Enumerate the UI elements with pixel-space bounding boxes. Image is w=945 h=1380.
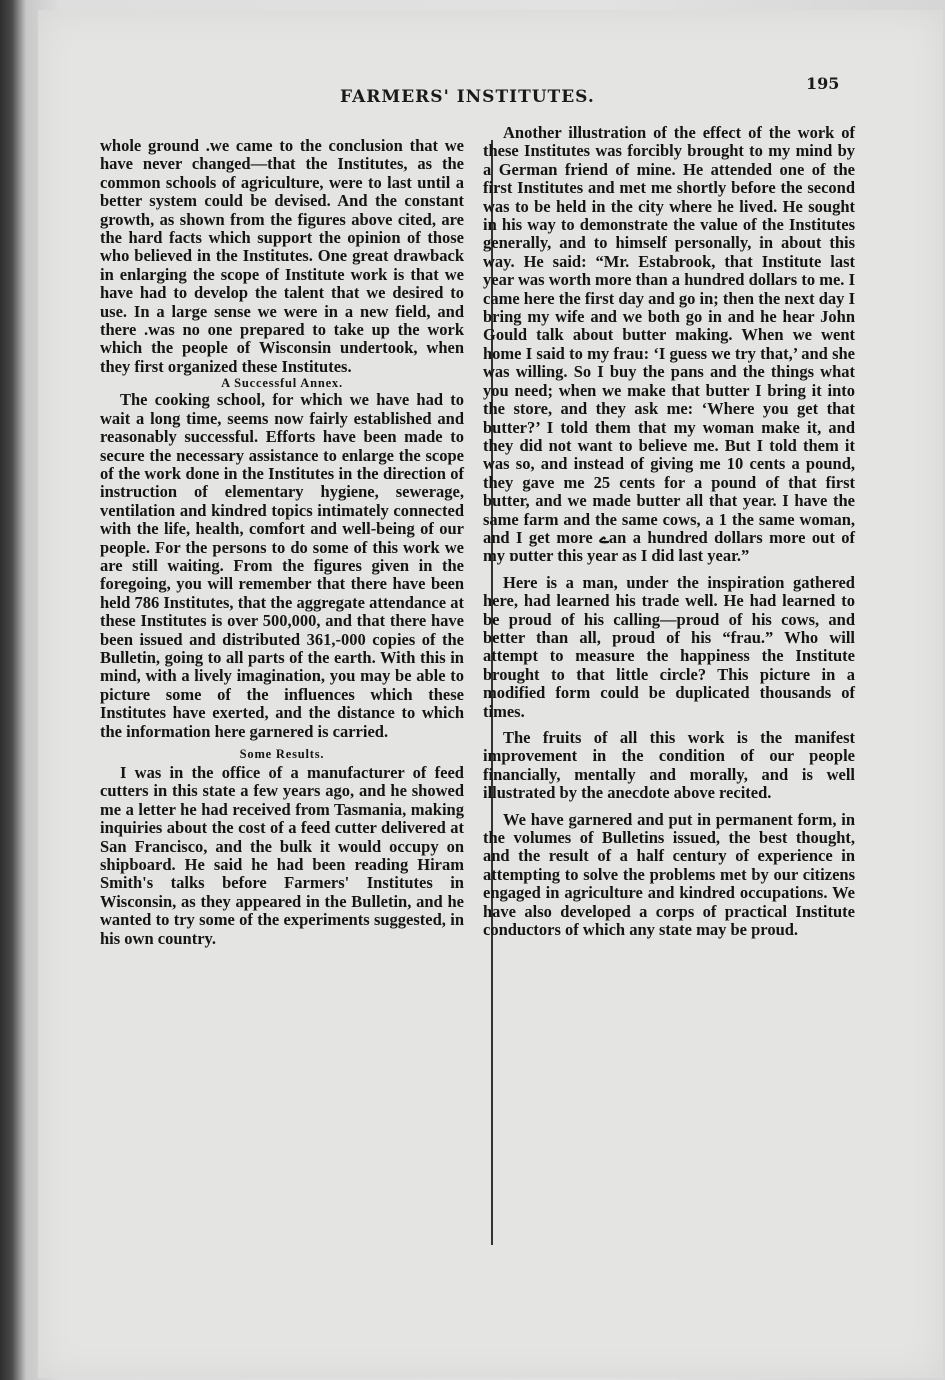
paragraph: Here is a man, under the inspiration gathered here, had learned his trade well. He had learned to be proud of his calling—proud of his cows, and better than all, proud of his “frau.” Who will attempt to measure the happiness the Institute brought to that little circle? This picture in a modified form could be duplicated thousands of times.	[483, 572, 855, 721]
section-heading: Some Results.	[239, 747, 325, 761]
running-header: FARMERS' INSTITUTES.	[340, 87, 595, 107]
paragraph: I was in the office of a manufacturer of feed cutters in this state a few years ago, and he showed me a letter he had received from Tasmania, making inquiries about the cost of a feed cutter delivered at San Francisco, and the bulk it would occupy on shipboard. He said he had been reading Hiram Smith's talks before Farmers' Institutes in Wisconsin, as they appeared in the Bulletin, and he wanted to try some of the experiments suggested, in his own country.	[100, 763, 464, 948]
paragraph: We have garnered and put in permanent form, in the volumes of Bulletins issued, the best thought, and the result of a half century of experience in attempting to solve the problems met by our citizens engaged in agriculture and kindred occupations. We have also developed a corps of practical Institute conductors of which any state may be proud.	[483, 809, 855, 940]
paragraph: The fruits of all this work is the manifest improvement in the condition of our people financially, mentally and morally, and is well illustrated by the anecdote above recited.	[483, 728, 855, 803]
left-column	[100, 137, 464, 948]
paragraph: The cooking school, for which we have had to wait a long time, seems now fairly established and reasonably successful. Efforts have been made to secure the necessary assistance to enlarge the scope of the work done in the Institutes in the direction of instruction of elementary hygiene, sewerage, ventilation and kindred topics intimately connected with the life, health, comfort and well-being of our people. For the persons to do some of this work we are still waiting. From the figures given in the foregoing, you will remember that there have been held 786 Institutes, that the aggregate attendance at these Institutes is over 500,000, and that there have been issued and distributed 361,-000 copies of the Bulletin, going to all parts of the earth. With this in mind, with a lively imagination, you may be able to picture some of the influences which these Institutes have exerted, and the distance to which the information here garnered is carried.	[100, 390, 464, 741]
paragraph: whole ground .we came to the conclusion that we have never changed—that the Institutes, as the common schools of agriculture, were to last until a better system could be devised. And the constant growth, as shown from the figures above cited, are the hard facts which support the opinion of those who believed in the Institutes. One great drawback in enlarging the scope of Institute work is that we have had to develop the talent that we desired to use. In a large sense we were in a new field, and there .was no one prepared to take up the work which the people of Wisconsin undertook, when they first organized these Institutes.	[100, 136, 464, 376]
page-number: 195	[806, 74, 840, 93]
paragraph: Another illustration of the effect of the work of these Institutes was forcibly brought to my mind by a German friend of mine. He attended one of the first Institutes and met me shortly before the second was to be held in the city where he lived. He sought in his way to demonstrate the value of the Institutes generally, and to himself personally, in about this way. He said: “Mr. Estabrook, that Institute last year was worth more than a hundred dollars to me. I came here the first day and go in; then the next day I bring my wife and we both go in and he hear John Gould talk about butter making. When we went home I said to my frau: ‘I guess we try that,’ and she was willing. So I buy the pans and the things what you need; when we make that butter I bring it into the store, and they ask me: ‘Where you get that butter?’ I told them that my woman make it, and they did not want to believe me. But I told them it was so, and instead of giving me 10 cents a pound, they gave me 25 cents for a pound of that first butter, and we made butter all that year. I have the same farm and the same cows, a 1 the same woman, and I get more ےan a hundred dollars more out of my ɒutter this year as I did last year.”	[483, 123, 855, 566]
right-column	[483, 124, 855, 939]
section-heading: A Successful Annex.	[221, 376, 343, 391]
